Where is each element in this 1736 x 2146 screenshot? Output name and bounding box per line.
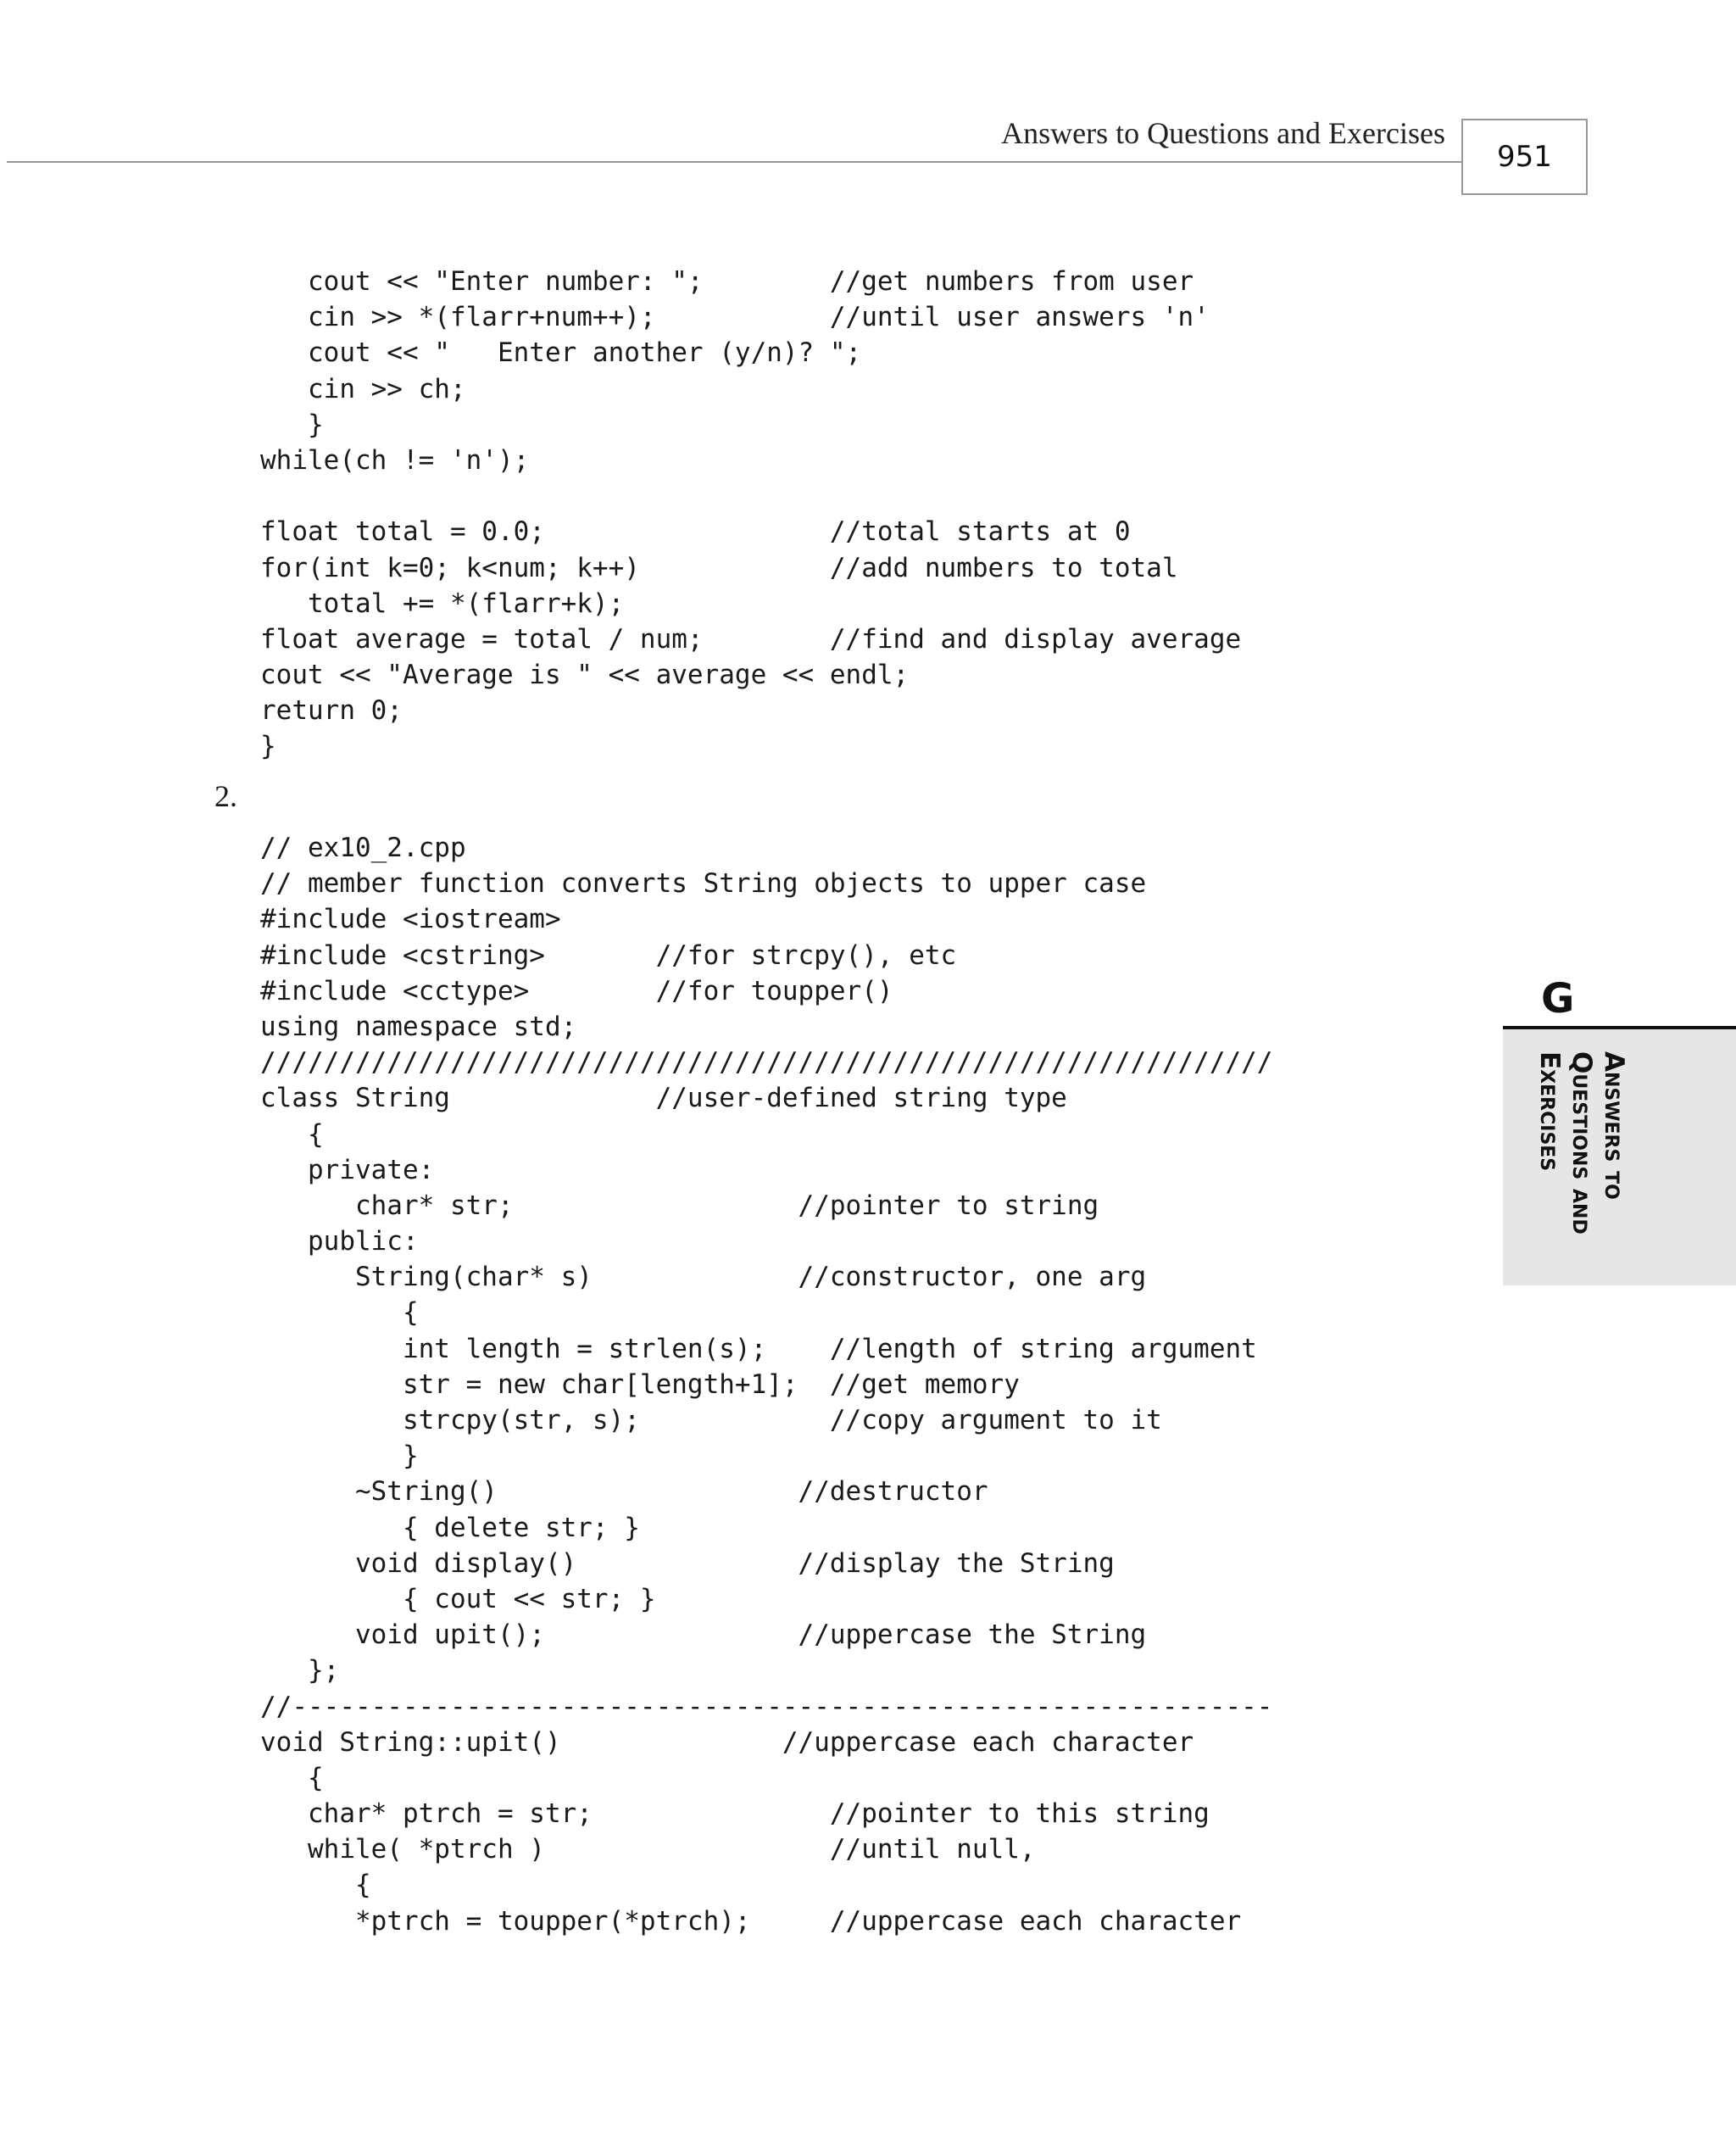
- code-line: // ex10_2.cpp: [260, 833, 466, 863]
- code-line: // member function converts String objects to upper case: [260, 868, 1147, 900]
- thumb-tab-title: [1528, 1051, 1630, 1259]
- code-line: cout << "Enter number: "; //get numbers from user: [260, 266, 1194, 297]
- code-listing-2: [260, 830, 1272, 1939]
- code-line: float total = 0.0; //total starts at 0: [260, 516, 1131, 548]
- code-line: };: [260, 1655, 340, 1686]
- code-line: public:: [260, 1226, 419, 1257]
- code-line: #include <iostream>: [260, 904, 561, 935]
- code-line: *ptrch = toupper(*ptrch); //uppercase each character: [260, 1905, 1242, 1937]
- thumb-tab-line: Questions and: [1566, 1051, 1597, 1235]
- code-line: [260, 478, 1241, 514]
- code-line: for(int k=0; k<num; k++) //add numbers to total: [260, 552, 1178, 583]
- code-line: cin >> ch;: [260, 373, 466, 404]
- code-line: void String::upit() //uppercase each character: [260, 1726, 1194, 1758]
- code-line: while( *ptrch ) //until null,: [260, 1834, 1036, 1865]
- exercise-number: 2.: [214, 779, 237, 813]
- thumb-tab-line: Exercises: [1534, 1051, 1565, 1172]
- code-line: }: [260, 731, 276, 762]
- code-line: #include <cstring> //for strcpy(), etc: [260, 939, 957, 971]
- header-rule: [7, 161, 1461, 163]
- code-line: String(char* s) //constructor, one arg: [260, 1262, 1147, 1293]
- code-line: { cout << str; }: [260, 1583, 656, 1614]
- code-line: ////////////////////////////////////////////////////////////////: [260, 1047, 1273, 1079]
- code-line: {: [260, 1297, 419, 1329]
- code-line: #include <cctype> //for toupper(): [260, 975, 893, 1006]
- page-number: 951: [1461, 119, 1588, 195]
- code-line: while(ch != 'n');: [260, 444, 530, 476]
- code-line: char* ptrch = str; //pointer to this string: [260, 1798, 1210, 1830]
- code-line: total += *(flarr+k);: [260, 588, 625, 619]
- code-line: cout << " Enter another (y/n)? ";: [260, 337, 862, 369]
- code-line: using namespace std;: [260, 1011, 577, 1042]
- code-line: }: [260, 409, 324, 440]
- code-line: class String //user-defined string type: [260, 1083, 1067, 1114]
- code-line: {: [260, 1118, 324, 1150]
- code-line: str = new char[length+1]; //get memory: [260, 1368, 1020, 1400]
- code-line: //--------------------------------------------------------------: [260, 1691, 1273, 1722]
- code-line: strcpy(str, s); //copy argument to it: [260, 1405, 1162, 1435]
- code-listing-1: [260, 264, 1241, 765]
- running-head: Answers to Questions and Exercises: [1001, 116, 1445, 150]
- thumb-tab-line: Answers to: [1599, 1051, 1629, 1200]
- code-line: cin >> *(flarr+num++); //until user answers 'n': [260, 302, 1210, 333]
- code-line: {: [260, 1870, 371, 1901]
- code-line: void upit(); //uppercase the String: [260, 1619, 1147, 1651]
- code-line: return 0;: [260, 695, 403, 727]
- code-line: private:: [260, 1154, 435, 1185]
- code-line: cout << "Average is " << average << endl;: [260, 660, 910, 691]
- code-line: char* str; //pointer to string: [260, 1190, 1099, 1221]
- appendix-letter: G: [1541, 975, 1575, 1023]
- code-line: void display() //display the String: [260, 1547, 1115, 1579]
- code-line: { delete str; }: [260, 1512, 640, 1543]
- code-line: ~String() //destructor: [260, 1476, 988, 1508]
- code-line: }: [260, 1441, 419, 1472]
- code-line: float average = total / num; //find and display average: [260, 623, 1242, 655]
- code-line: int length = strlen(s); //length of string argument: [260, 1333, 1257, 1364]
- code-line: {: [260, 1762, 324, 1793]
